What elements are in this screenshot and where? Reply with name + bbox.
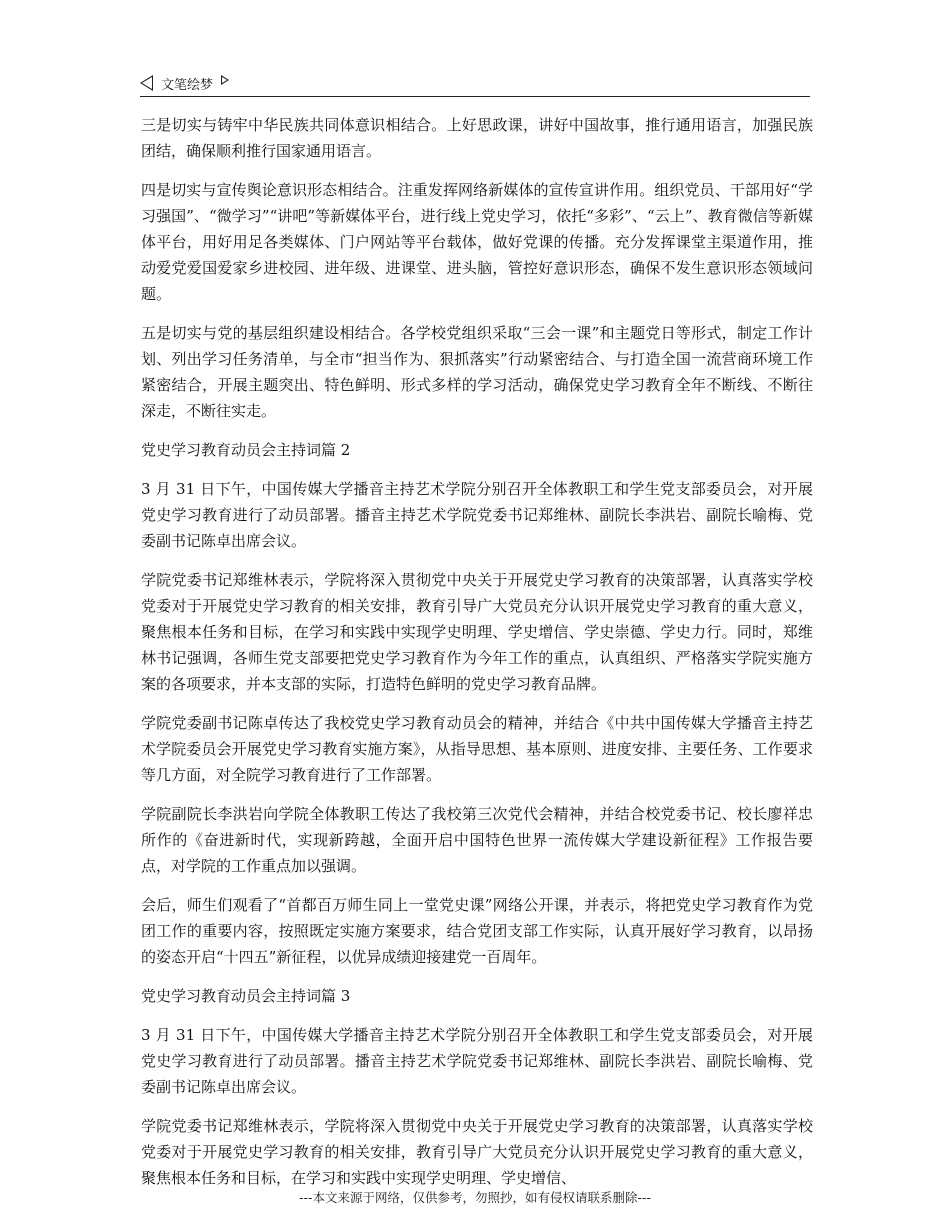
triangle-right-icon [221,75,229,85]
header-brand: 文笔绘梦 [161,77,214,93]
page-header [140,70,810,97]
paragraph: 学院副院长李洪岩向学院全体教职工传达了我校第三次党代会精神，并结合校党委书记、校长廖祥忠所作的《奋进新时代，实现新跨越，全面开启中国特色世界一流传媒大学建设新征程》工作报告要点，对学院的工作重点加以强调。 [141,805,813,875]
paragraph: 四是切实与宣传舆论意识形态相结合。注重发挥网络新媒体的宣传宣讲作用。组织党员、干部用好“学习强国”、“微学习”“讲吧”等新媒体平台，进行线上党史学习，依托“多彩”、“云上”、教育微信等新媒体平台，用好用足各类媒体、门户网站等平台载体，做好党课的传播。充分发挥课堂主渠道作用，推动爱党爱国爱家乡进校园、进年级、进课堂、进头脑，管控好意识形态，确保不发生意识形态领域问题。 [141,181,813,303]
footer-notice: ---本文来源于网络，仅供参考，勿照抄，如有侵权请联系删除--- [298,1190,652,1205]
paragraph: 会后，师生们观看了“首都百万师生同上一堂党史课”网络公开课，并表示，将把党史学习教育作为党团工作的重要内容，按照既定实施方案要求，结合党团支部工作实际，认真开展好学习教育，以昂扬的姿态开启“十四五”新征程，以优异成绩迎接建党一百周年。 [141,896,813,966]
document-body [141,112,813,1204]
paragraph: 三是切实与铸牢中华民族共同体意识相结合。上好思政课，讲好中国故事，推行通用语言，加强民族团结，确保顺利推行国家通用语言。 [141,116,813,160]
section-heading: 党史学习教育动员会主持词篇 3 [141,987,351,1005]
paragraph: 3 月 31 日下午，中国传媒大学播音主持艺术学院分别召开全体教职工和学生党支部委员会，对开展党史学习教育进行了动员部署。播音主持艺术学院党委书记郑维林、副院长李洪岩、副院长喻梅、党委副书记陈卓出席会议。 [141,1026,813,1096]
section-heading: 党史学习教育动员会主持词篇 2 [141,441,351,459]
paragraph: 3 月 31 日下午，中国传媒大学播音主持艺术学院分别召开全体教职工和学生党支部委员会，对开展党史学习教育进行了动员部署。播音主持艺术学院党委书记郑维林、副院长李洪岩、副院长喻梅、党委副书记陈卓出席会议。 [141,480,813,550]
paragraph: 学院党委书记郑维林表示，学院将深入贯彻党中央关于开展党史学习教育的决策部署，认真落实学校党委对于开展党史学习教育的相关安排，教育引导广大党员充分认识开展党史学习教育的重大意义，聚焦根本任务和目标，在学习和实践中实现学史明理、学史增信、学史崇德、学史力行。同时，郑维林书记强调，各师生党支部要把党史学习教育作为今年工作的重点，认真组织、严格落实学院实施方案的各项要求，并本支部的实际，打造特色鲜明的党史学习教育品牌。 [141,571,813,693]
paragraph: 五是切实与党的基层组织建设相结合。各学校党组织采取“三会一课”和主题党日等形式，制定工作计划、列出学习任务清单，与全市“担当作为、狠抓落实”行动紧密结合、与打造全国一流营商环境工作紧密结合，开展主题突出、特色鲜明、形式多样的学习活动，确保党史学习教育全年不断线、不断往深走，不断往实走。 [141,324,813,420]
triangle-left-icon [140,75,153,91]
paragraph: 学院党委副书记陈卓传达了我校党史学习教育动员会的精神，并结合《中共中国传媒大学播音主持艺术学院委员会开展党史学习教育实施方案》，从指导思想、基本原则、进度安排、主要任务、工作要求等几方面，对全院学习教育进行了工作部署。 [141,714,813,784]
paragraph: 学院党委书记郑维林表示，学院将深入贯彻党中央关于开展党史学习教育的决策部署，认真落实学校党委对于开展党史学习教育的相关安排，教育引导广大党员充分认识开展党史学习教育的重大意义，聚焦根本任务和目标，在学习和实践中实现学史明理、学史增信、 [141,1117,813,1187]
